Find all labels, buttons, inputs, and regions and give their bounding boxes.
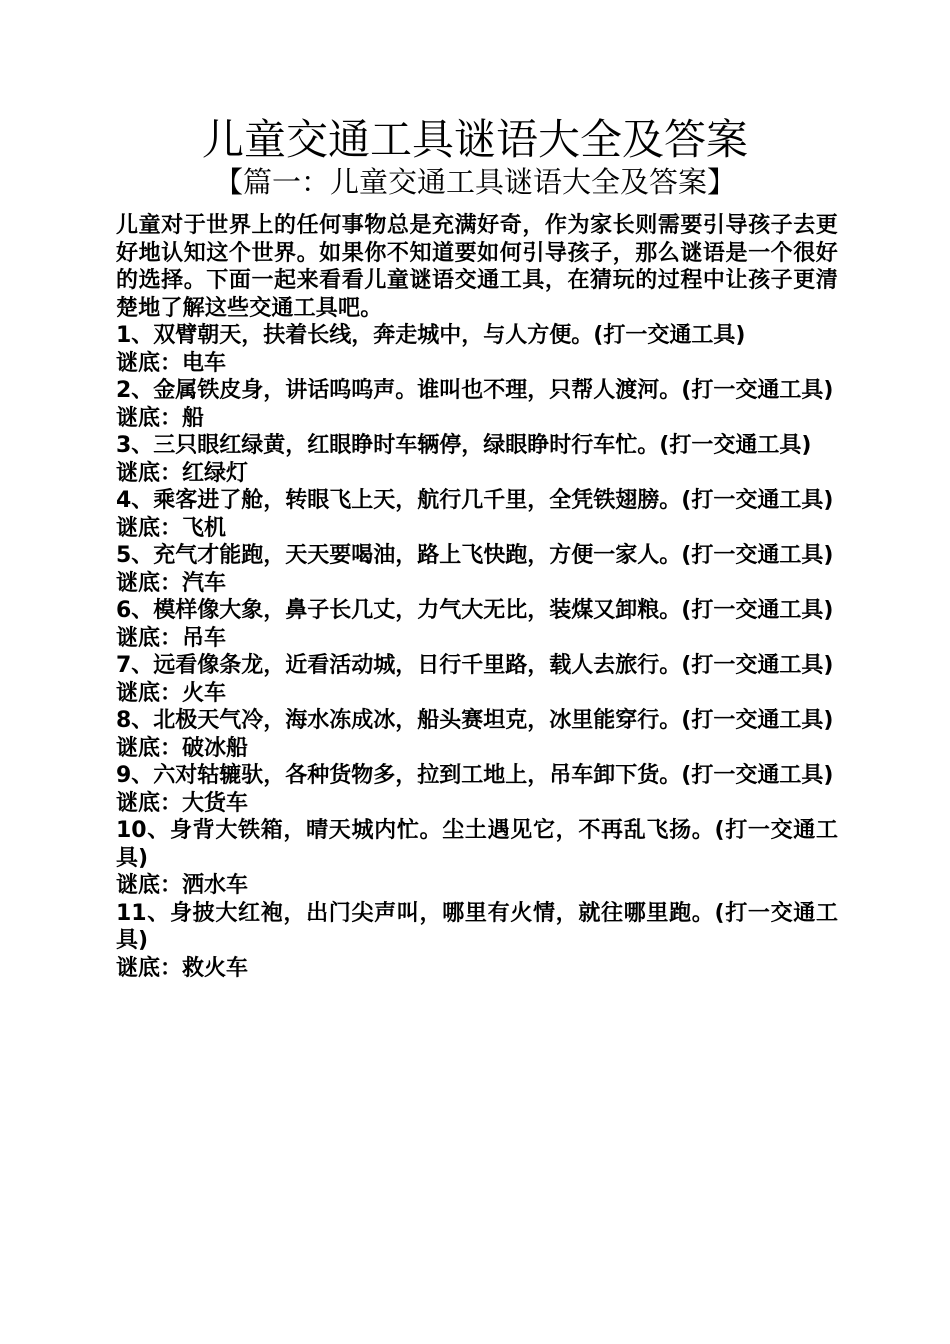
riddle-answer: 谜底：红绿灯 (116, 460, 249, 486)
riddle-question: 2、金属铁皮身，讲话呜呜声。谁叫也不理，只帮人渡河。(打一交通工具) (116, 378, 834, 403)
riddle-answer: 谜底：电车 (116, 350, 227, 376)
riddle-question: 7、远看像条龙，近看活动城，日行千里路，载人去旅行。(打一交通工具) (116, 653, 834, 678)
riddle-answer: 谜底：汽车 (116, 570, 227, 596)
riddle-answer: 谜底：洒水车 (116, 873, 249, 898)
riddle-answer: 谜底：大货车 (116, 790, 249, 816)
riddle-question: 5、充气才能跑，天天要喝油，路上飞快跑，方便一家人。(打一交通工具) (116, 543, 834, 568)
riddle-question: 9、六对轱辘驮，各种货物多，拉到工地上，吊车卸下货。(打一交通工具) (116, 763, 834, 788)
riddle-answer: 谜底：船 (116, 405, 205, 431)
riddle-answer: 谜底：吊车 (116, 625, 227, 651)
riddle-question: 6、模样像大象，鼻子长几丈，力气大无比，装煤又卸粮。(打一交通工具) (116, 598, 834, 623)
riddle-question: 3、三只眼红绿黄，红眼睁时车辆停，绿眼睁时行车忙。(打一交通工具) (116, 433, 812, 458)
document-body (116, 212, 838, 982)
intro-paragraph: 儿童对于世界上的任何事物总是充满好奇，作为家长则需要引导孩子去更好地认知这个世界。如果你不知道要如何引导孩子，那么谜语是一个很好的选择。下面一起来看看儿童谜语交通工具，在猜玩的过程中让孩子更清楚地了解这些交通工具吧。 (116, 213, 838, 321)
document-title: 儿童交通工具谜语大全及答案 (201, 115, 748, 164)
riddle-question: 1、双臂朝天，扶着长线，奔走城中，与人方便。(打一交通工具) (116, 323, 746, 348)
riddle-answer: 谜底：破冰船 (116, 735, 249, 761)
riddle-question: 8、北极天气冷，海水冻成冰，船头赛坦克，冰里能穿行。(打一交通工具) (116, 708, 834, 733)
riddle-answer: 谜底：火车 (116, 680, 227, 706)
document-subtitle: 【篇一：儿童交通工具谜语大全及答案】 (213, 165, 736, 199)
riddle-answer: 谜底：救火车 (116, 955, 249, 981)
riddle-question: 4、乘客进了舱，转眼飞上天，航行几千里，全凭铁翅膀。(打一交通工具) (116, 488, 834, 513)
riddle-question: 11、身披大红袍，出门尖声叫，哪里有火情，就往哪里跑。(打一交通工具) (116, 900, 838, 953)
riddle-answer: 谜底：飞机 (116, 515, 227, 541)
riddle-question: 10、身背大铁箱，晴天城内忙。尘土遇见它，不再乱飞扬。(打一交通工具) (116, 818, 838, 871)
